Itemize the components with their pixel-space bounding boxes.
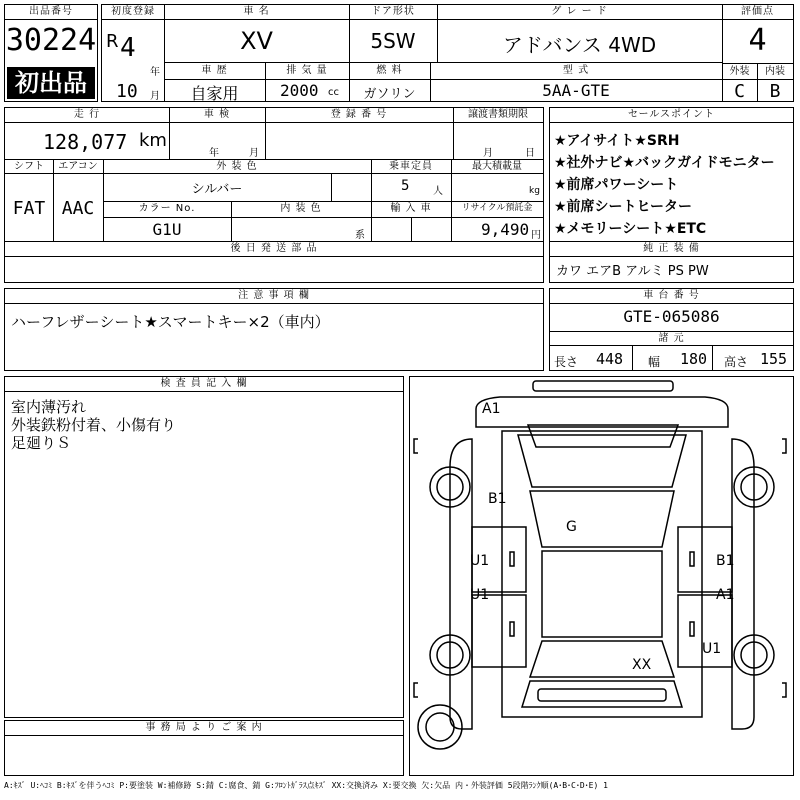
diagram-hood-grille: [528, 425, 678, 447]
diagram-body: [502, 431, 702, 717]
diagram-spare-wheel-inner: [426, 713, 454, 741]
exterior-grade-value: C: [734, 81, 745, 102]
diagram-left-front-handle: [510, 552, 514, 566]
mileage-label: 走 行: [73, 109, 101, 120]
damage-label-right-door-2: A1: [716, 587, 735, 603]
sales-point-4: ★前席シートヒーター: [554, 199, 692, 215]
damage-diagram-box: [409, 376, 794, 776]
lot-number: 30224: [5, 23, 97, 58]
diagram-bracket-right-bottom: [782, 683, 786, 697]
first-reg-label: 初度登録: [111, 6, 155, 17]
score-label: 評価点: [741, 6, 774, 17]
diagram-bracket-right-top: [782, 439, 786, 453]
chassis-label: 車 台 番 号: [643, 290, 700, 301]
capacity-value: 5: [401, 178, 410, 194]
office-label: 事 務 局 よ り ご 案 内: [145, 722, 263, 733]
displacement-label: 排 気 量: [286, 65, 328, 76]
later-parts-box: [4, 241, 544, 283]
displacement-value: 2000: [280, 81, 319, 100]
length-label: 長さ: [554, 355, 579, 369]
diagram-rear-bumper: [538, 689, 666, 701]
damage-label-windshield: G: [566, 519, 577, 535]
transfer-month-unit: 月: [483, 148, 493, 159]
diagram-bracket-left-bottom: [414, 683, 418, 697]
diagram-right-side: [732, 439, 754, 729]
diagram-rear-glass: [530, 641, 674, 677]
diagram-left-rear-door: [472, 595, 526, 667]
mileage-value: 128,077: [43, 130, 128, 154]
standard-equipment-value: カワ エアB アルミ PS PW: [556, 264, 709, 279]
first-reg-year: 4: [120, 33, 136, 63]
notes-value: ハーフレザーシート★スマートキー×2（車内）: [11, 313, 330, 331]
car-diagram: [410, 377, 793, 775]
sales-points-box: [549, 107, 794, 243]
width-value: 180: [680, 350, 708, 368]
diagram-left-rear-handle: [510, 622, 514, 636]
grade-value: アドバンス 4WD: [502, 33, 657, 57]
shift-label: シフト: [14, 161, 44, 172]
chassis-value: GTE-065086: [623, 307, 720, 326]
inspector-line-2: 外装鉄粉付着、小傷有り: [11, 416, 177, 434]
notes-box: [4, 288, 544, 371]
capacity-label: 乗車定員: [389, 161, 433, 172]
diagram-trunk: [522, 681, 682, 707]
interior-grade-value: B: [769, 81, 781, 102]
ac-label: エアコン: [58, 161, 98, 172]
color-no-label: カラー No.: [138, 203, 196, 214]
standard-equipment-label: 純 正 装 備: [643, 243, 700, 254]
lot-box: [4, 4, 98, 102]
door-label: ドア形状: [371, 6, 415, 17]
inspector-line-3: 足廻りＳ: [11, 434, 72, 452]
car-name-value: XV: [240, 27, 273, 55]
first-reg-year-unit: 年: [150, 67, 160, 78]
office-box: [4, 720, 404, 776]
inspection-month-unit: 月: [249, 148, 259, 159]
specs-box: [4, 107, 544, 243]
history-label: 車 歴: [201, 65, 228, 76]
import-label: 輸 入 車: [390, 203, 432, 214]
chassis-box: [549, 288, 794, 371]
fuel-label: 燃 料: [376, 65, 403, 76]
grade-label: グ レ ー ド: [551, 6, 608, 17]
color-no-value: G1U: [152, 220, 182, 239]
height-value: 155: [760, 350, 788, 368]
sales-points-label: セールスポイント: [627, 109, 716, 120]
recycle-label: リサイクル預託金: [461, 203, 533, 213]
capacity-unit: 人: [433, 186, 443, 197]
interior-color-label: 内 装 色: [280, 203, 322, 214]
length-value: 448: [596, 350, 624, 368]
diagram-hood: [518, 435, 686, 487]
interior-color-unit: 系: [355, 230, 365, 241]
inspector-label: 検 査 員 記 入 欄: [160, 378, 248, 389]
model-label: 型 式: [562, 65, 590, 76]
max-load-label: 最大積載量: [472, 161, 522, 172]
width-label: 幅: [648, 355, 661, 369]
inspector-box: [4, 376, 404, 718]
shift-value: FAT: [12, 198, 46, 219]
displacement-unit: cc: [328, 87, 339, 98]
damage-label-left-door-2: U1: [470, 587, 490, 603]
damage-label-right-rear: U1: [702, 641, 722, 657]
history-value: 自家用: [190, 84, 239, 103]
notes-label: 注 意 事 項 欄: [238, 290, 310, 301]
height-label: 高さ: [724, 355, 749, 369]
inspector-line-1: 室内薄汚れ: [11, 398, 87, 416]
first-listing-badge: 初出品: [7, 67, 95, 99]
max-load-unit: kg: [529, 186, 540, 196]
inspection-label: 車 検: [203, 109, 231, 120]
first-reg-era: R: [106, 31, 119, 52]
diagram-front-bumper: [476, 397, 728, 427]
standard-equipment-box: [549, 241, 794, 283]
diagram-roof-bar: [533, 381, 673, 391]
transfer-deadline-label: 譲渡書類期限: [468, 109, 528, 120]
diagram-bracket-left-top: [414, 439, 418, 453]
sales-point-3: ★前席パワーシート: [554, 177, 679, 193]
exterior-grade-label: 外装: [729, 66, 750, 77]
inspection-year-unit: 年: [209, 148, 219, 159]
diagram-windshield: [530, 491, 674, 547]
damage-label-front: A1: [482, 401, 501, 417]
reg-no-label: 登 録 番 号: [330, 109, 388, 120]
car-name-label: 車 名: [243, 6, 270, 17]
damage-label-left-door-1: U1: [470, 553, 490, 569]
diagram-right-front-handle: [690, 552, 694, 566]
door-value: 5SW: [370, 29, 416, 53]
ac-value: AAC: [61, 198, 95, 219]
sales-point-5: ★メモリーシート★ETC: [554, 221, 707, 237]
score-value: 4: [748, 23, 767, 58]
first-reg-month: 10: [116, 81, 138, 102]
sales-point-2: ★社外ナビ★バックガイドモニター: [554, 155, 775, 171]
sales-point-1: ★アイサイト★SRH: [554, 133, 680, 149]
recycle-unit: 円: [531, 230, 541, 241]
vehicle-basic-box: [101, 4, 794, 102]
legend: A:ｷｽﾞ U:ﾍｺﾐ B:ｷｽﾞを伴うﾍｺﾐ P:要塗装 W:補修跡 S:錆 C:腐食、錆 G:ﾌﾛﾝﾄｶﾞﾗｽ点ｷｽﾞ XX:交換済み X:要交換 欠:欠品 内・外装評価 5段階ﾗﾝｸ順(A･B･C･D･E) 1: [4, 781, 608, 790]
dims-label: 諸 元: [658, 333, 685, 344]
lot-label: 出品番号: [29, 6, 73, 17]
interior-grade-label: 内装: [765, 66, 785, 77]
model-value: 5AA-GTE: [542, 81, 610, 100]
damage-label-right-door-1: B1: [716, 553, 735, 569]
later-parts-label: 後 日 発 送 部 品: [230, 243, 318, 254]
fuel-value: ガソリン: [363, 87, 416, 102]
exterior-color-label: 外 装 色: [216, 161, 258, 172]
diagram-roof: [542, 551, 662, 637]
diagram-right-rear-handle: [690, 622, 694, 636]
recycle-value: 9,490: [481, 220, 530, 239]
first-reg-month-unit: 月: [150, 91, 160, 102]
exterior-color-value: シルバー: [191, 182, 243, 197]
mileage-unit: km: [139, 130, 167, 151]
damage-label-trunk: XX: [632, 657, 652, 673]
diagram-left-side: [450, 439, 472, 729]
damage-label-left-front: B1: [488, 491, 507, 507]
transfer-day-unit: 日: [525, 148, 535, 159]
